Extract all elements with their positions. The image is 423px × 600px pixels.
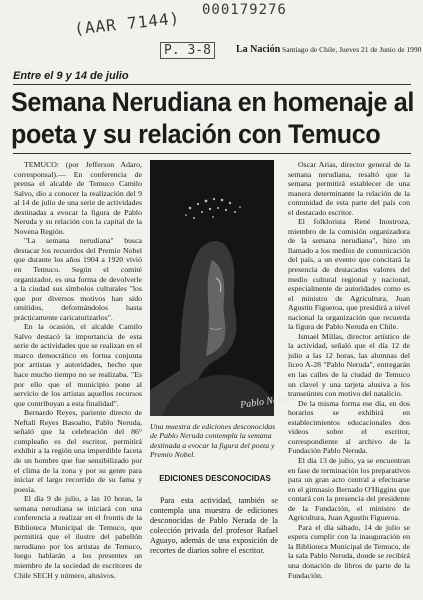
- paragraph: De la misma forma ese día, en dos horarios se exhibirá en establecimientos educacionales dos videos sobre el escritor, correspondiente al archivo de la Fundación Pablo Neruda.: [288, 398, 410, 456]
- subsection-title: EDICIONES DESCONOCIDAS: [159, 474, 271, 483]
- paragraph: Para esta actividad, también se contempla una muestra de ediciones desconocidas de Pablo Neruda de la colección privada del profesor Rafael Aguayo, además de una exposición de recortes de diarios sobre el escritor.: [150, 496, 278, 555]
- portrait-image: [150, 160, 274, 416]
- paragraph: Bernardo Reyes, pariente directo de Neftalí Reyes Basoalto, Pablo Neruda, señaló que la celebración del 86° cumpleaño es del escritor, permitirá exhibir a la región una imperdible faceta de un hombre que fue sensibilizado por el clima de la zona y por su gente para iniciar el largo recorrido de su fama y poesía.: [14, 408, 142, 494]
- paragraph: Para el día sábado, 14 de julio se espera cumplir con la inauguración en la Biblioteca Municipal de Temuco, de la sala Pablo Neruda, donde se recibirá una donación de libros de parte de la Fundación.: [288, 522, 410, 580]
- headline: [11, 86, 414, 150]
- paragraph: TEMUCO: (por Jefferson Adaro, corresponsal).— En conferencia de prensa el alcalde de Temuco Camilo Salvo, dio a conocer la realización del 9 al 14 de julio de una serie de actividades destinadas a evocar la figura de Pablo Neruda y su relación con la capital de la Novena Región.: [14, 160, 142, 236]
- kicker-rule: [13, 84, 411, 85]
- headline-line-1: Semana Nerudiana en homenaje al: [11, 87, 414, 117]
- archive-code-right: 000179276: [202, 2, 287, 18]
- signature: Pablo Neruda: [239, 392, 297, 411]
- subsection-text: [150, 496, 278, 555]
- article-column-1: [14, 160, 142, 580]
- article-column-3: [288, 160, 410, 580]
- headline-rule: [13, 153, 411, 154]
- paragraph: "La semana nerudiana" busca destacar los recuerdos del Premio Nobel que durante los años 1904 a 1920 vivió en Temuco. Según el comité organizador, es una forma de devolverle a la ciudad sus símbolos culturales "los que por diversos motivos han sido omitidos, deformándolos hasta prácticamente caricaturizarlos".: [14, 236, 142, 322]
- headline-line-2: poeta y su relación con Temuco: [11, 119, 381, 149]
- paragraph: El día 13 de julio, ya se encuentran en fase de terminación los preparativos para un gran acto central a efectuarse en el gimnasio Bernado O'Higgins que contará con la presencia del presidente de la Fundación, el ministro de Agricultura, Juan Agustín Figueroa.: [288, 455, 410, 523]
- masthead: [236, 44, 421, 55]
- paragraph: El día 9 de julio, a las 10 horas, la semana nerudiana se iniciará con una conferencia a realizar en el frontis de la Biblioteca Municipal de Temuco, que permitirá que el ilustre del pabellón nerudiano por los artistas de Temuco, luego hablarán a los presentes un miembro de la sociedad de escritores de Chile SECH y número, alusivos.: [14, 494, 142, 580]
- dateline: Santiago de Chile, Jueves 21 de Junio de 1990: [282, 45, 422, 54]
- paragraph: El folklorista René Inostroza, miembro de la comisión organizadora de la semana nerudiana", hizo un llamado a los medios de comunicación del país, a un evento que concitará la presencia de destacados valores del medio cultural regional y nacional, especialmente de autoridades como es el ministro de Agricultura, Juan Agustín Figueroa, que presidirá a nivel nacional la organización que recuerda la figura de Pablo Neruda en Chile.: [288, 217, 410, 332]
- paragraph: Ismael Millas, director artístico de la actividad, señaló que el día 12 de julio a las 12 horas, las alumnas del liceo A-28 "Pablo Neruda", entregarán en las calles de la ciudad de Temuco un clavel y una tarjeta alusiva a los transeúntes con motivo del natalicio.: [288, 331, 410, 399]
- archive-page-code: P. 3-8: [160, 42, 215, 59]
- kicker: Entre el 9 y 14 de julio: [13, 70, 129, 82]
- paragraph: Oscar Arias, director general de la semana nerudiana, resaltó que la semana permitirá establecer de una manera determinante la relación de la comunidad de esta parte del país con el destacado escritor.: [288, 160, 410, 217]
- newspaper-name: La Nación: [236, 44, 281, 55]
- photo-caption: Una muestra de ediciones desconocidas de Pablo Neruda contempla la semana destinada a evocar la figura del poeta y Premio Nobel.: [150, 422, 276, 460]
- neruda-portrait-photo: [150, 160, 274, 416]
- paragraph: En la ocasión, el alcalde Camilo Salvo destacó la importancia de esta serie de actividades que se realizan en el marco democrático en forma conjunta por artistas y autoridades, hecho que hace mucho tiempo no se realizaba. "Es por ello que el municipio pone al servicio de los artistas aquellos recursos que contribuyan a esta finalidad".: [14, 322, 142, 408]
- archive-code-left: (AAR 7144): [73, 8, 182, 39]
